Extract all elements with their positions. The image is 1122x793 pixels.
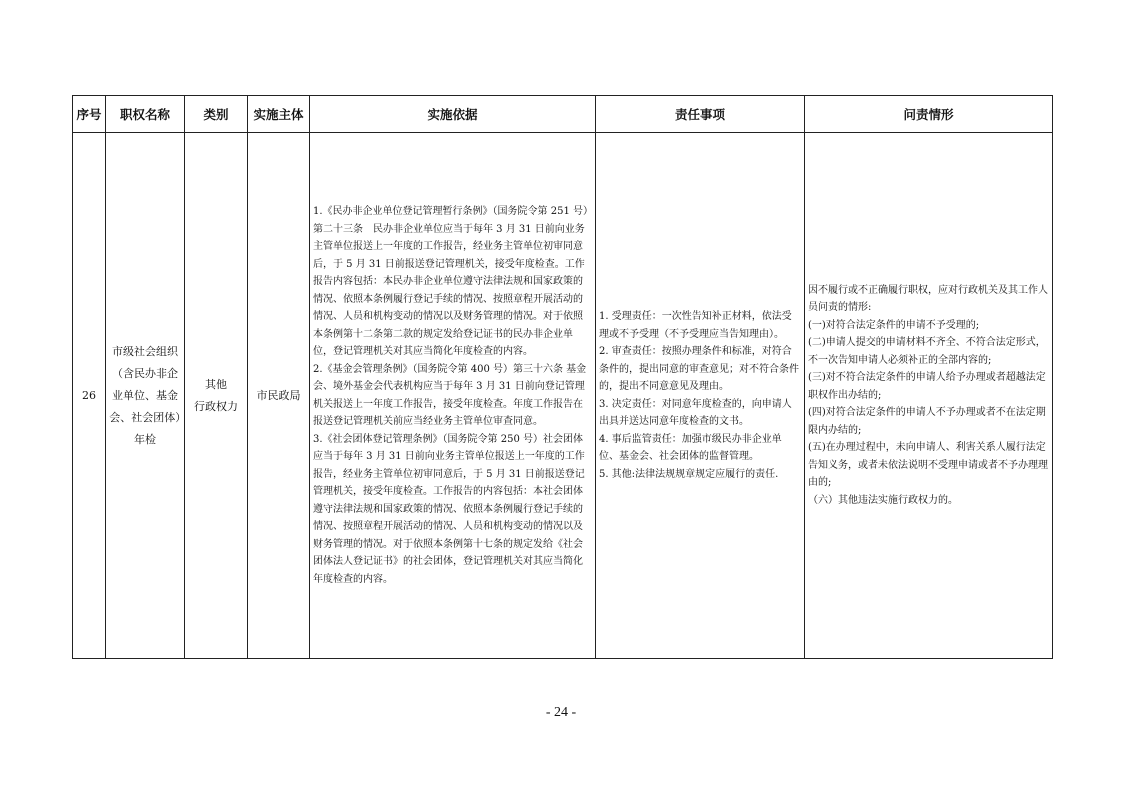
cell-category xyxy=(185,133,248,659)
header-basis: 实施依据 xyxy=(310,96,596,133)
power-list-table xyxy=(72,95,1053,659)
category-line-2: 行政权力 xyxy=(194,399,238,413)
cell-power-name: 市级社会组织（含民办非企业单位、基金会、社会团体）年检 xyxy=(106,133,185,659)
duty-item: 5. 其他:法律法规规章规定应履行的责任. xyxy=(599,468,779,480)
basis-item: 2.《基金会管理条例》（国务院令第 400 号）第三十六条 基金会、境外基金会代表机构应当于每年 3 月 31 日前向登记管理机关报送上一年度工作报告，接受年度检查。年度工作报告在报送登记管理机关前应当经业务主管单位审查同意。 xyxy=(313,363,587,427)
basis-item: 3.《社会团体登记管理条例》（国务院令第 250 号）社会团体应当于每年 3 月 31 日前向业务主管单位报送上一年度的工作报告，经业务主管单位初审同意后，于 5 月 31 日前报送登记管理机关，接受年度检查。工作报告的内容包括：本社会团体遵守法律法规和国家政策的情况、依照本条例履行登记手续的情况、按照章程开展活动的情况、人员和机构变动的情况以及财务管理的情况。对于依照本条例第十七条的规定发给《社会团体法人登记证书》的社会团体，登记管理机关对其应当简化年度检查的内容。 xyxy=(313,433,585,585)
header-seq: 序号 xyxy=(73,96,106,133)
table-row xyxy=(73,133,1053,659)
cell-accountability xyxy=(805,133,1053,659)
header-power-name: 职权名称 xyxy=(106,96,185,133)
header-accountability: 问责情形 xyxy=(805,96,1053,133)
accountability-item: (四)对符合法定条件的申请人不予办理或者不在法定期限内办结的; xyxy=(808,407,1046,436)
category-line-1: 其他 xyxy=(205,377,227,391)
page-number: - 24 - xyxy=(545,705,577,720)
duty-item: 1. 受理责任：一次性告知补正材料，依法受理或不予受理（不予受理应当告知理由）。 xyxy=(599,311,792,340)
header-subject: 实施主体 xyxy=(248,96,310,133)
duty-item: 2. 审查责任：按照办理条件和标准，对符合条件的，提出同意的审查意见；对不符合条件的，提出不同意意见及理由。 xyxy=(599,346,799,392)
basis-item: 1.《民办非企业单位登记管理暂行条例》（国务院令第 251 号）第二十三条 民办非企业单位应当于每年 3 月 31 日前向业务主管单位报送上一年度的工作报告，经业务主管单位初审同意后，于 5 月 31 日前报送登记管理机关，接受年度检查。工作报告内容包括：本民办非企业单位遵守法律法规和国家政策的情况、依照本条例履行登记手续的情况、按照章程开展活动的情况、人员和机构变动的情况以及财务管理的情况。对于依照本条例第十二条第二款的规定发给登记证书的民办非企业单位，登记管理机关对其应当简化年度检查的内容。 xyxy=(313,206,588,357)
accountability-item: (一)对符合法定条件的申请不予受理的; xyxy=(808,319,980,331)
accountability-item: (五)在办理过程中，未向申请人、利害关系人履行法定告知义务，或者未依法说明不受理申请或者不予办理理由的; xyxy=(808,442,1048,489)
header-category: 类别 xyxy=(185,96,248,133)
accountability-item: 因不履行或不正确履行职权，应对行政机关及其工作人员问责的情形: xyxy=(808,284,1048,314)
cell-subject: 市民政局 xyxy=(248,133,310,659)
duty-item: 3. 决定责任：对同意年度检查的，向申请人出具并送达同意年度检查的文书。 xyxy=(599,398,792,427)
header-duties: 责任事项 xyxy=(596,96,805,133)
cell-duties xyxy=(596,133,805,659)
accountability-item: （六）其他违法实施行政权力的。 xyxy=(808,494,958,506)
table-header-row xyxy=(73,96,1053,133)
cell-seq: 26 xyxy=(73,133,106,659)
accountability-item: (三)对不符合法定条件的申请人给予办理或者超越法定职权作出办结的; xyxy=(808,372,1046,401)
cell-basis xyxy=(310,133,596,659)
duty-item: 4. 事后监管责任：加强市级民办非企业单位、基金会、社会团体的监督管理。 xyxy=(599,433,782,462)
accountability-item: (二)申请人提交的申请材料不齐全、不符合法定形式，不一次告知申请人必须补正的全部内容的; xyxy=(808,337,1046,366)
